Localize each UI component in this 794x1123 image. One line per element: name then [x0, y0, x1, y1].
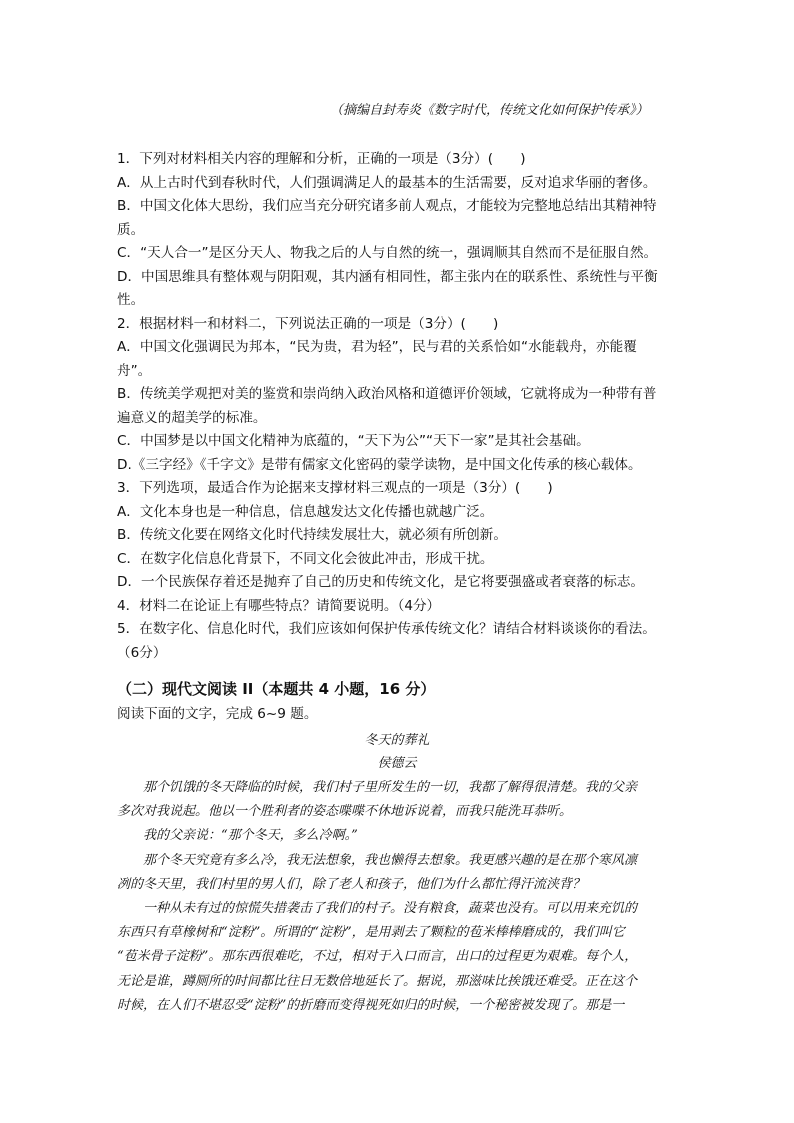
- question-line: 舟”。: [117, 362, 152, 379]
- question-line: （6分）: [117, 644, 167, 661]
- question-line: D．一个民族保存着还是抛弃了自己的历史和传统文化，是它将要强盛或者衰落的标志。: [117, 574, 645, 590]
- question-line: A．中国文化强调民为邦本，“民为贵，君为轻”，民与君的关系恰如“水能载舟，亦能覆: [117, 339, 637, 355]
- story-line: 那个冬天究竟有多么冷，我无法想象，我也懒得去想象。我更感兴趣的是在那个寒风凛: [143, 852, 638, 868]
- question-line: B．传统文化要在网络文化时代持续发展壮大，就必须有所创新。: [117, 527, 507, 543]
- question-line: 遍意义的超美学的标准。: [117, 409, 267, 426]
- question-line: 3．下列选项，最适合作为论据来支撑材料三观点的一项是（3分）( ): [117, 480, 553, 496]
- question-line: A．从上古时代到春秋时代，人们强调满足人的最基本的生活需要，反对追求华丽的奢侈。: [117, 174, 657, 191]
- question-line: C．“天人合一”是区分天人、物我之后的人与自然的统一，强调顺其自然而不是征服自然。: [117, 245, 658, 261]
- story-line: 无论是谁，蹲厕所的时间都比往日无数倍地延长了。据说，那滋味比挨饿还难受。正在这个: [117, 973, 638, 989]
- source-citation: （摘编自封寿炎《数字时代，传统文化如何保护传承》）: [330, 103, 649, 118]
- question-line: B．传统美学观把对美的鉴赏和崇尚纳入政治风格和道德评价领域，它就将成为一种带有普: [117, 386, 657, 402]
- question-list: [117, 148, 687, 665]
- question-line: D.《三字经》《千字文》是带有儒家文化密码的蒙学读物，是中国文化传承的核心载体。: [117, 456, 642, 473]
- question-line: A．文化本身也是一种信息，信息越发达文化传播也就越广泛。: [117, 503, 494, 520]
- question-line: 质。: [117, 221, 145, 238]
- story-text: [117, 776, 679, 1018]
- story-title: 冬天的葬礼: [364, 733, 430, 748]
- question-line: 5．在数字化、信息化时代，我们应该如何保护传承传统文化？请结合材料谈谈你的看法。: [117, 621, 656, 637]
- question-line: 性。: [117, 292, 145, 308]
- story-line: 我的父亲说：“那个冬天，多么冷啊。”: [143, 828, 358, 844]
- question-line: B．中国文化体大思纷，我们应当充分研究诸多前人观点，才能较为完整地总结出其精神特: [117, 198, 657, 214]
- story-author: 侯德云: [377, 756, 417, 771]
- question-line: C．在数字化信息化背景下，不同文化会彼此冲击，形成干扰。: [117, 550, 494, 567]
- question-line: 1．下列对材料相关内容的理解和分析，正确的一项是（3分）( ): [117, 151, 526, 167]
- story-line: 一种从未有过的惊慌失措袭击了我们的村子。没有粮食，蔬菜也没有。可以用来充饥的: [143, 901, 638, 917]
- section-instruction: 阅读下面的文字，完成 6~9 题。: [117, 706, 318, 722]
- question-line: C．中国梦是以中国文化精神为底蕴的，“天下为公”“天下一家”是其社会基础。: [117, 433, 590, 449]
- story-line: 冽的冬天里，我们村里的男人们，除了老人和孩子，他们为什么都忙得汗流浃背？: [117, 876, 586, 892]
- section-title: （二）现代文阅读 II（本题共 4 小题，16 分）: [117, 680, 436, 698]
- question-line: 4．材料二在论证上有哪些特点？请简要说明。（4分）: [117, 597, 441, 614]
- question-line: 2．根据材料一和材料二，下列说法正确的一项是（3分）( ): [117, 315, 499, 332]
- story-line: 东西只有草橡树和“淀粉”。所谓的“淀粉”，是用剥去了颗粒的苞米棒棒磨成的，我们叫它: [117, 925, 625, 941]
- story-line: 那个饥饿的冬天降临的时候，我们村子里所发生的一切，我都了解得很清楚。我的父亲: [143, 780, 638, 795]
- story-line: 时候，在人们不堪忍受“淀粉”的折磨而变得视死如归的时候，一个秘密被发现了。那是一: [117, 997, 625, 1013]
- story-line: 多次对我说起。他以一个胜利者的姿态喋喋不休地诉说着，而我只能洗耳恭听。: [117, 804, 573, 820]
- question-line: D．中国思维具有整体观与阴阳观，其内涵有相同性，都主张内在的联系性、系统性与平衡: [117, 268, 658, 285]
- story-line: “苞米骨子淀粉”。那东西很难吃，不过，相对于入口而言，出口的过程更为艰难。每个人，: [117, 949, 638, 965]
